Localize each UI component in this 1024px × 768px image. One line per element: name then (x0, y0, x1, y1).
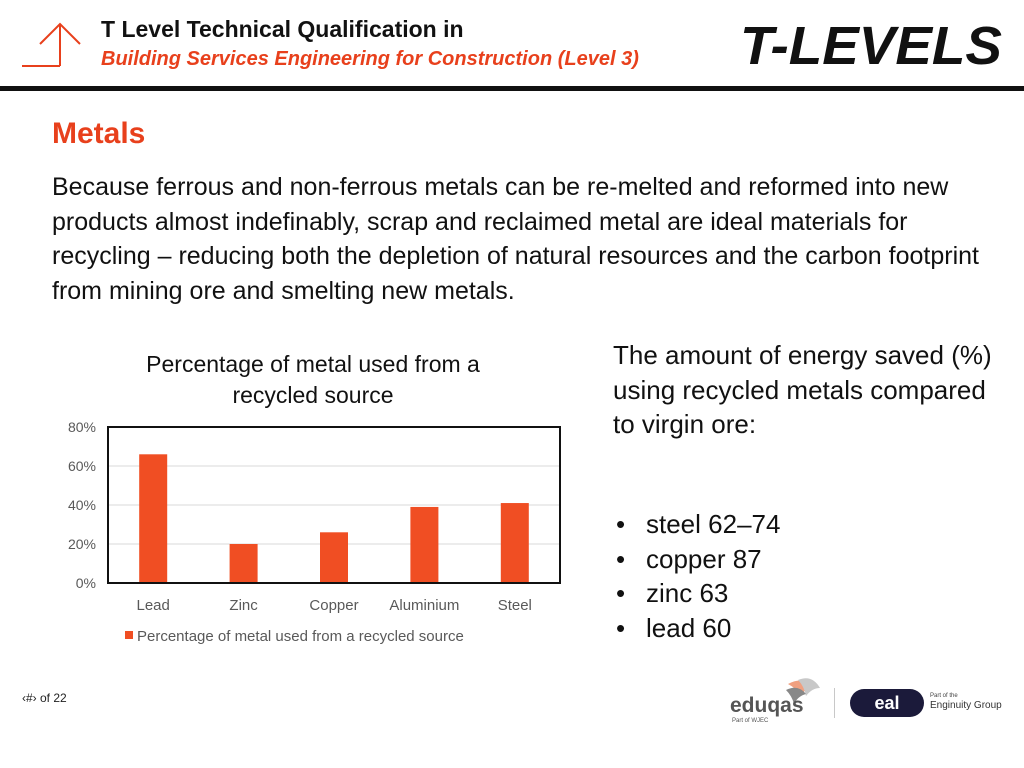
bar-lead (139, 454, 167, 583)
header-divider (0, 86, 1024, 91)
energy-saved-list (613, 507, 993, 645)
x-tick-label: Lead (136, 597, 170, 614)
header-title: T Level Technical Qualification in (101, 16, 464, 42)
x-tick-label: Steel (497, 597, 532, 614)
eduqas-tagline: Part of WJEC (732, 718, 769, 724)
slide-header (0, 0, 1024, 92)
x-tick-label: Aluminium (389, 597, 460, 614)
intro-paragraph: Because ferrous and non-ferrous metals can be re-melted and reformed into new products almost indefinably, scrap and reclaimed metal are ideal materials for recycling – reducing both the depletion of natural resources and the carbon footprint from mining ore and smelting new metals. (52, 173, 979, 305)
list-item-lead: • lead 60 (613, 611, 993, 646)
logo-divider (834, 688, 835, 718)
t-levels-logo (740, 14, 1006, 72)
enginuity-tagline: Part of the (930, 693, 958, 699)
recycled-metal-bar-chart (40, 415, 580, 655)
x-tick-label: Copper (309, 597, 359, 614)
enginuity-group-logo (930, 693, 1010, 719)
y-tick-label: 0% (75, 575, 96, 591)
x-tick-label: Zinc (229, 597, 258, 614)
y-tick-label: 40% (67, 497, 96, 513)
page-title: Metals (52, 117, 146, 150)
y-tick-label: 80% (67, 419, 96, 435)
eduqas-wordmark: eduqas (730, 694, 804, 717)
bar-zinc (230, 544, 258, 583)
chart-title: Percentage of metal used from a recycled source (146, 351, 480, 408)
eal-wordmark: eal (874, 693, 900, 713)
y-tick-label: 20% (67, 536, 96, 552)
t-levels-logo-text: T-LEVELS (740, 16, 1002, 72)
bar-steel (501, 503, 529, 583)
energy-saved-text: The amount of energy saved (%) using recycled metals compared to virgin ore: (613, 340, 992, 439)
bar-copper (320, 532, 348, 583)
enginuity-wordmark: Enginuity Group (930, 700, 1002, 711)
up-arrow-icon (22, 20, 82, 72)
eal-logo (850, 689, 924, 717)
y-tick-label: 60% (67, 458, 96, 474)
list-item-zinc: • zinc 63 (613, 576, 993, 611)
list-item-steel: • steel 62–74 (613, 507, 993, 542)
bar-aluminium (410, 507, 438, 583)
page-number: ‹#› of 22 (22, 691, 67, 705)
legend-label: Percentage of metal used from a recycled source (137, 628, 464, 645)
list-item-copper: • copper 87 (613, 542, 993, 577)
eduqas-logo (728, 676, 828, 724)
header-subtitle: Building Services Engineering for Construction (Level 3) (101, 48, 639, 70)
legend-swatch (125, 631, 133, 639)
